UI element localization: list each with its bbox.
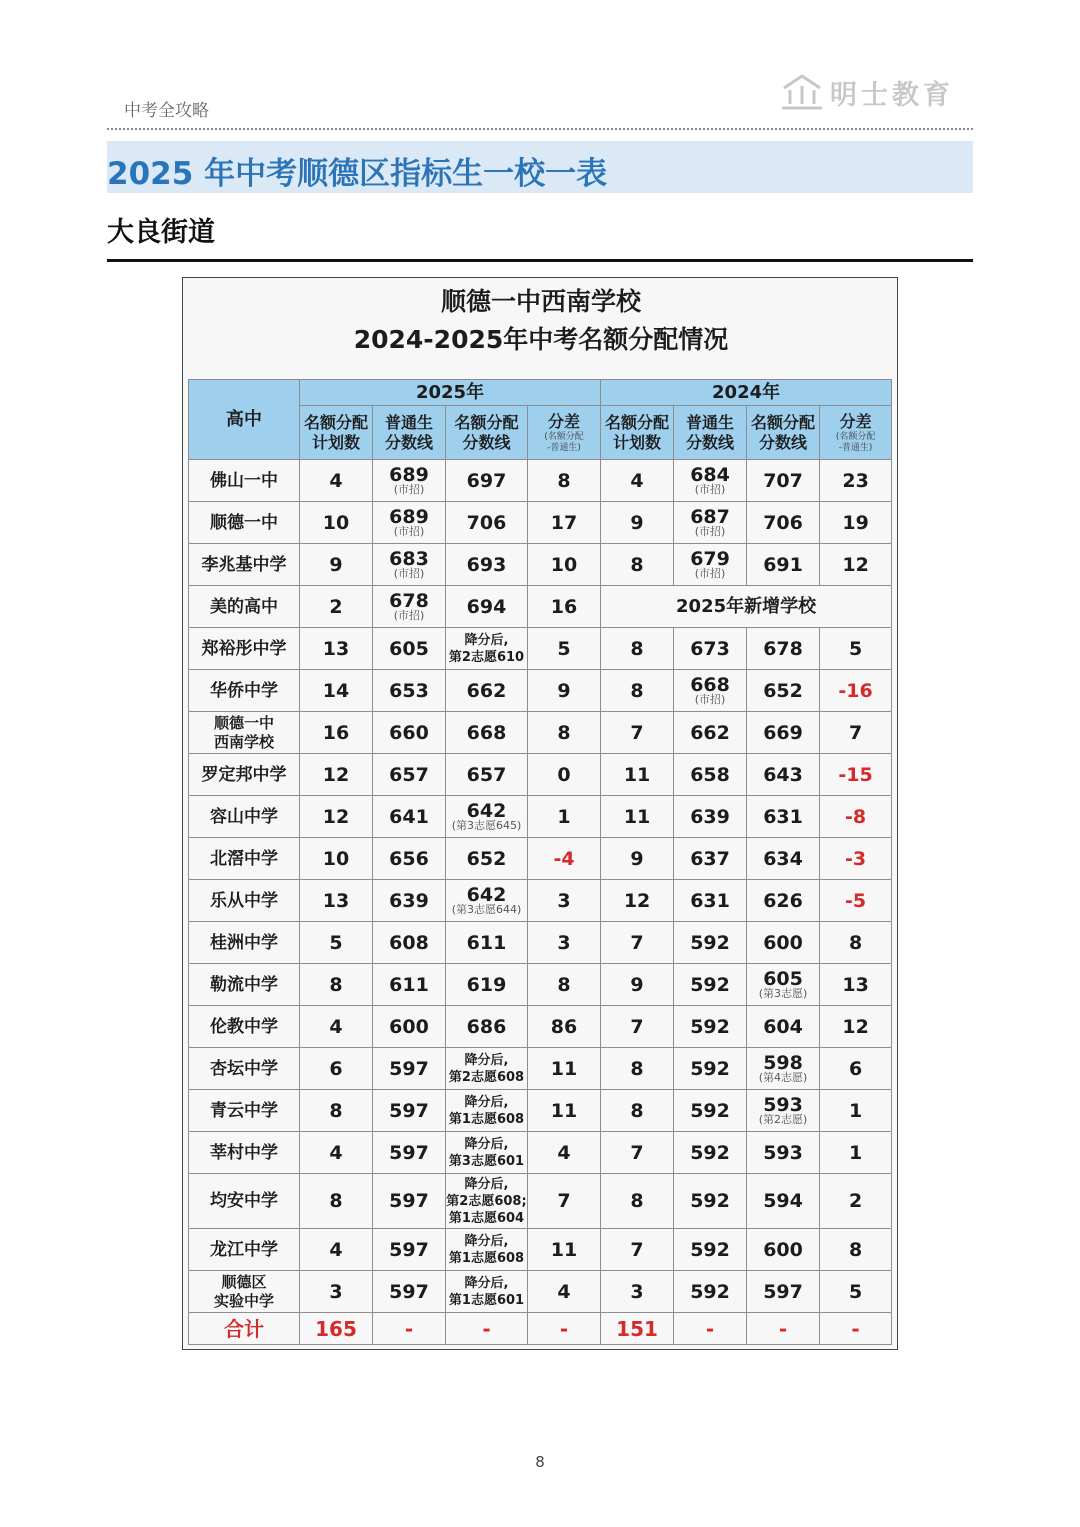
school-name: 青云中学 <box>189 1090 300 1132</box>
regular-line-2025: 597 <box>373 1132 446 1174</box>
regular-line-2025: 608 <box>373 922 446 964</box>
school-name: 乐从中学 <box>189 880 300 922</box>
school-name: 桂洲中学 <box>189 922 300 964</box>
quota-line-2025: 611 <box>446 922 528 964</box>
regular-line-2024: 592 <box>674 1006 747 1048</box>
table-row <box>189 502 892 544</box>
regular-line-2024: 592 <box>674 922 747 964</box>
diff-2025: 17 <box>528 502 601 544</box>
quota-table-frame <box>182 277 898 1350</box>
diff-2025: 9 <box>528 670 601 712</box>
diff-2025: 3 <box>528 880 601 922</box>
col-quota-2025: 名额分配 分数线 <box>446 406 528 460</box>
quota-line-2024: 691 <box>747 544 820 586</box>
regular-line-2025: 597 <box>373 1090 446 1132</box>
table-row <box>189 880 892 922</box>
plan-2025: 5 <box>300 922 373 964</box>
quota-line-2024: 600 <box>747 922 820 964</box>
plan-2024: 7 <box>601 1132 674 1174</box>
diff-2024: 1 <box>820 1132 892 1174</box>
regular-line-2024: 687 (市招) <box>674 502 747 544</box>
quota-line-2025: 694 <box>446 586 528 628</box>
total-label: 合计 <box>189 1313 300 1345</box>
quota-line-2025: 668 <box>446 712 528 754</box>
quota-line-2024: 605 (第3志愿) <box>747 964 820 1006</box>
quota-line-2025: 662 <box>446 670 528 712</box>
diff-2025: 5 <box>528 628 601 670</box>
school-name: 美的高中 <box>189 586 300 628</box>
school-name: 顺德一中 西南学校 <box>189 712 300 754</box>
table-subtitle: 2024-2025年中考名额分配情况 <box>353 325 729 354</box>
diff-2024: 13 <box>820 964 892 1006</box>
plan-2024: 9 <box>601 964 674 1006</box>
plan-2024: 7 <box>601 922 674 964</box>
quota-line-2025: 657 <box>446 754 528 796</box>
plan-2025: 8 <box>300 1174 373 1229</box>
regular-line-2024: 592 <box>674 1271 747 1313</box>
plan-2024: 8 <box>601 1174 674 1229</box>
table-title: 顺德一中西南学校 <box>440 287 641 316</box>
quota-line-2024: 594 <box>747 1174 820 1229</box>
quota-line-2025: 降分后, 第1志愿608 <box>446 1229 528 1271</box>
diff-2024: 12 <box>820 1006 892 1048</box>
quota-line-2025: 降分后, 第3志愿601 <box>446 1132 528 1174</box>
regular-line-2025: 605 <box>373 628 446 670</box>
page-title: 2025 年中考顺德区指标生一校一表 <box>107 156 608 192</box>
regular-line-2024: 592 <box>674 1229 747 1271</box>
year-2024-header: 2024年 <box>601 380 892 406</box>
diff-2025: 11 <box>528 1048 601 1090</box>
regular-line-2025: 683 (市招) <box>373 544 446 586</box>
table-row <box>189 586 892 628</box>
plan-2025: 10 <box>300 502 373 544</box>
regular-line-2024: 592 <box>674 1090 747 1132</box>
col-regular-2024: 普通生 分数线 <box>674 406 747 460</box>
plan-2024: 7 <box>601 1006 674 1048</box>
regular-line-2025: 689 (市招) <box>373 502 446 544</box>
regular-line-2025: 597 <box>373 1229 446 1271</box>
plan-2024: 7 <box>601 1229 674 1271</box>
brand-name: 明士教育 <box>830 79 954 111</box>
plan-2025: 8 <box>300 964 373 1006</box>
diff-2025: 1 <box>528 796 601 838</box>
plan-2025: 14 <box>300 670 373 712</box>
table-row <box>189 964 892 1006</box>
quota-line-2025: 693 <box>446 544 528 586</box>
regular-line-2024: 662 <box>674 712 747 754</box>
col-plan-2025: 名额分配 计划数 <box>300 406 373 460</box>
quota-line-2024: 593 (第2志愿) <box>747 1090 820 1132</box>
regular-line-2024: 592 <box>674 1174 747 1229</box>
plan-2025: 4 <box>300 1229 373 1271</box>
temple-logo-icon <box>780 72 824 112</box>
diff-2024: 2 <box>820 1174 892 1229</box>
quota-line-2025: 697 <box>446 460 528 502</box>
regular-line-2025: 641 <box>373 796 446 838</box>
regular-line-2024: 592 <box>674 1132 747 1174</box>
total-r25: - <box>373 1313 446 1345</box>
table-row <box>189 922 892 964</box>
regular-line-2024: 631 <box>674 880 747 922</box>
table-body <box>189 460 892 1345</box>
school-name: 勒流中学 <box>189 964 300 1006</box>
school-name: 均安中学 <box>189 1174 300 1229</box>
total-p25: 165 <box>300 1313 373 1345</box>
regular-line-2024: 637 <box>674 838 747 880</box>
quota-line-2025: 642 (第3志愿644) <box>446 880 528 922</box>
plan-2025: 3 <box>300 1271 373 1313</box>
plan-2025: 16 <box>300 712 373 754</box>
regular-line-2024: 668 (市招) <box>674 670 747 712</box>
quota-line-2025: 642 (第3志愿645) <box>446 796 528 838</box>
diff-2024: -3 <box>820 838 892 880</box>
plan-2024: 12 <box>601 880 674 922</box>
diff-2025: 4 <box>528 1132 601 1174</box>
regular-line-2025: 678 (市招) <box>373 586 446 628</box>
col-quota-2024: 名额分配 分数线 <box>747 406 820 460</box>
quota-line-2025: 降分后, 第2志愿610 <box>446 628 528 670</box>
plan-2024: 11 <box>601 796 674 838</box>
col-school-header: 高中 <box>189 380 300 460</box>
plan-2024: 8 <box>601 1090 674 1132</box>
total-d24: - <box>820 1313 892 1345</box>
plan-2025: 4 <box>300 1132 373 1174</box>
table-row <box>189 544 892 586</box>
quota-line-2024: 631 <box>747 796 820 838</box>
plan-2025: 12 <box>300 754 373 796</box>
diff-2024: -16 <box>820 670 892 712</box>
col-plan-2024: 名额分配 计划数 <box>601 406 674 460</box>
diff-2024: 6 <box>820 1048 892 1090</box>
table-row <box>189 670 892 712</box>
plan-2024: 9 <box>601 838 674 880</box>
table-row <box>189 754 892 796</box>
section-divider <box>107 259 973 262</box>
quota-line-2024: 652 <box>747 670 820 712</box>
school-name: 佛山一中 <box>189 460 300 502</box>
regular-line-2025: 653 <box>373 670 446 712</box>
quota-line-2025: 降分后, 第2志愿608; 第1志愿604 <box>446 1174 528 1229</box>
plan-2024: 8 <box>601 628 674 670</box>
quota-line-2024: 600 <box>747 1229 820 1271</box>
regular-line-2025: 597 <box>373 1174 446 1229</box>
quota-line-2024: 707 <box>747 460 820 502</box>
regular-line-2025: 656 <box>373 838 446 880</box>
quota-line-2025: 降分后, 第1志愿608 <box>446 1090 528 1132</box>
plan-2025: 13 <box>300 628 373 670</box>
school-name: 李兆基中学 <box>189 544 300 586</box>
table-row <box>189 838 892 880</box>
col-regular-2025: 普通生 分数线 <box>373 406 446 460</box>
table-row <box>189 1048 892 1090</box>
school-name: 容山中学 <box>189 796 300 838</box>
regular-line-2024: 658 <box>674 754 747 796</box>
plan-2024: 11 <box>601 754 674 796</box>
diff-2024: 7 <box>820 712 892 754</box>
diff-2025: 4 <box>528 1271 601 1313</box>
plan-2025: 13 <box>300 880 373 922</box>
diff-2024: -5 <box>820 880 892 922</box>
table-row <box>189 1271 892 1313</box>
diff-2025: 8 <box>528 964 601 1006</box>
page-number: 8 <box>535 1453 545 1471</box>
school-name: 龙江中学 <box>189 1229 300 1271</box>
diff-2024: 5 <box>820 628 892 670</box>
regular-line-2025: 600 <box>373 1006 446 1048</box>
table-row <box>189 1090 892 1132</box>
diff-2024: 8 <box>820 922 892 964</box>
school-name: 罗定邦中学 <box>189 754 300 796</box>
table-row <box>189 1132 892 1174</box>
plan-2024: 9 <box>601 502 674 544</box>
quota-line-2024: 597 <box>747 1271 820 1313</box>
regular-line-2025: 639 <box>373 880 446 922</box>
school-name: 顺德区 实验中学 <box>189 1271 300 1313</box>
quota-line-2024: 678 <box>747 628 820 670</box>
quota-line-2025: 619 <box>446 964 528 1006</box>
regular-line-2024: 679 (市招) <box>674 544 747 586</box>
section-heading: 大良街道 <box>107 217 215 248</box>
regular-line-2025: 611 <box>373 964 446 1006</box>
diff-2025: 11 <box>528 1090 601 1132</box>
plan-2024: 7 <box>601 712 674 754</box>
diff-2025: 11 <box>528 1229 601 1271</box>
school-name: 华侨中学 <box>189 670 300 712</box>
regular-line-2025: 657 <box>373 754 446 796</box>
diff-2025: 10 <box>528 544 601 586</box>
diff-2024: 23 <box>820 460 892 502</box>
quota-line-2025: 686 <box>446 1006 528 1048</box>
plan-2024: 8 <box>601 544 674 586</box>
total-r24: - <box>674 1313 747 1345</box>
total-q24: - <box>747 1313 820 1345</box>
regular-line-2025: 660 <box>373 712 446 754</box>
regular-line-2024: 592 <box>674 964 747 1006</box>
table-row <box>189 460 892 502</box>
plan-2025: 4 <box>300 460 373 502</box>
regular-line-2024: 639 <box>674 796 747 838</box>
table-row <box>189 712 892 754</box>
total-row <box>189 1313 892 1345</box>
regular-line-2024: 592 <box>674 1048 747 1090</box>
diff-2024: 1 <box>820 1090 892 1132</box>
diff-2024: 19 <box>820 502 892 544</box>
plan-2025: 9 <box>300 544 373 586</box>
plan-2025: 2 <box>300 586 373 628</box>
quota-line-2024: 626 <box>747 880 820 922</box>
page-title-band <box>107 141 973 193</box>
school-name: 顺德一中 <box>189 502 300 544</box>
quota-line-2025: 降分后, 第1志愿601 <box>446 1271 528 1313</box>
regular-line-2025: 597 <box>373 1271 446 1313</box>
regular-line-2024: 684 (市招) <box>674 460 747 502</box>
plan-2024: 4 <box>601 460 674 502</box>
school-name: 北滘中学 <box>189 838 300 880</box>
diff-2024: -8 <box>820 796 892 838</box>
quota-line-2024: 593 <box>747 1132 820 1174</box>
quota-line-2024: 669 <box>747 712 820 754</box>
diff-2025: 0 <box>528 754 601 796</box>
header-divider <box>107 128 973 130</box>
total-d25: - <box>528 1313 601 1345</box>
school-name: 杏坛中学 <box>189 1048 300 1090</box>
diff-2025: 8 <box>528 460 601 502</box>
diff-2025: 86 <box>528 1006 601 1048</box>
diff-2024: -15 <box>820 754 892 796</box>
plan-2024: 8 <box>601 1048 674 1090</box>
total-q25: - <box>446 1313 528 1345</box>
regular-line-2025: 597 <box>373 1048 446 1090</box>
quota-table <box>188 379 892 1345</box>
quota-line-2025: 706 <box>446 502 528 544</box>
school-name: 郑裕彤中学 <box>189 628 300 670</box>
diff-2025: 8 <box>528 712 601 754</box>
diff-2024: 5 <box>820 1271 892 1313</box>
quota-line-2024: 634 <box>747 838 820 880</box>
diff-2025: 16 <box>528 586 601 628</box>
diff-2025: 7 <box>528 1174 601 1229</box>
brand-logo <box>780 72 954 112</box>
diff-2024: 8 <box>820 1229 892 1271</box>
quota-line-2025: 降分后, 第2志愿608 <box>446 1048 528 1090</box>
table-row <box>189 628 892 670</box>
quota-line-2024: 643 <box>747 754 820 796</box>
total-p24: 151 <box>601 1313 674 1345</box>
plan-2025: 4 <box>300 1006 373 1048</box>
diff-2024: 12 <box>820 544 892 586</box>
table-row <box>189 1229 892 1271</box>
diff-2025: 3 <box>528 922 601 964</box>
plan-2025: 8 <box>300 1090 373 1132</box>
quota-line-2025: 652 <box>446 838 528 880</box>
quota-line-2024: 706 <box>747 502 820 544</box>
col-diff-2025: 分差 (名额分配 -普通生) <box>528 406 601 460</box>
plan-2024: 3 <box>601 1271 674 1313</box>
plan-2025: 12 <box>300 796 373 838</box>
plan-2024: 8 <box>601 670 674 712</box>
running-header: 中考全攻略 <box>124 101 209 121</box>
quota-line-2024: 598 (第4志愿) <box>747 1048 820 1090</box>
school-name: 伦教中学 <box>189 1006 300 1048</box>
plan-2025: 6 <box>300 1048 373 1090</box>
quota-line-2024: 604 <box>747 1006 820 1048</box>
table-row <box>189 1006 892 1048</box>
table-row <box>189 1174 892 1229</box>
new-school-note: 2025年新增学校 <box>601 586 892 628</box>
table-row <box>189 796 892 838</box>
plan-2025: 10 <box>300 838 373 880</box>
year-2025-header: 2025年 <box>300 380 601 406</box>
diff-2025: -4 <box>528 838 601 880</box>
regular-line-2025: 689 (市招) <box>373 460 446 502</box>
col-diff-2024: 分差 (名额分配 -普通生) <box>820 406 892 460</box>
school-name: 莘村中学 <box>189 1132 300 1174</box>
regular-line-2024: 673 <box>674 628 747 670</box>
